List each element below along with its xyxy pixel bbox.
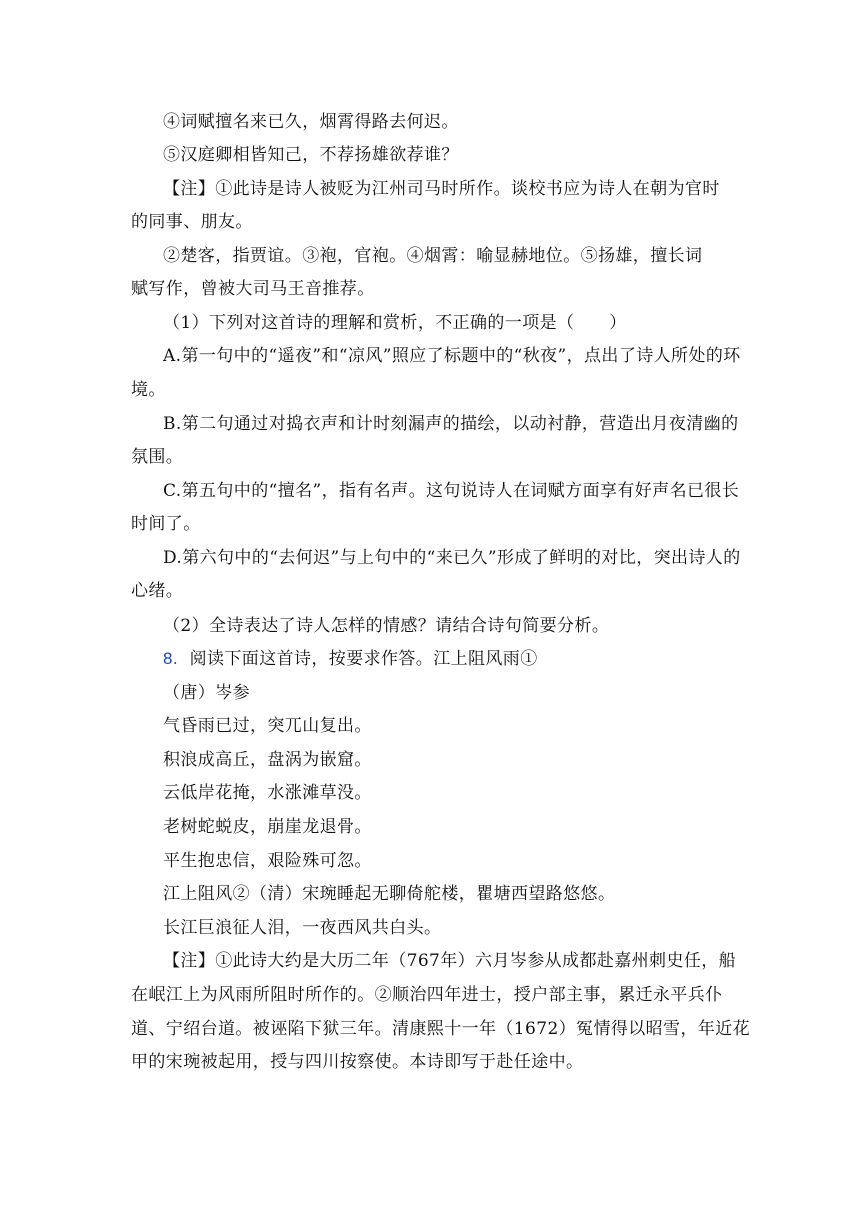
poem-2-line-7: 长江巨浪征人泪，一夜西风共白头。 [163,918,442,938]
question-1-stem: （1）下列对这首诗的理解和赏析，不正确的一项是（ ） [163,313,627,333]
poem-2-line-4: 老树蛇蜕皮，崩崖龙退骨。 [163,817,372,837]
poem-line-4: ④词赋擅名来已久，烟霄得路去何迟。 [163,112,459,132]
option-c-line-1: C.第五句中的“擅名”，指有名声。这句说诗人在词赋方面享有好声名已很长 [163,481,740,501]
note-2-line-2: 在岷江上为风雨所阻时所作的。②顺治四年进士，授户部主事，累迁永平兵仆 [131,985,723,1005]
note-1-line-1: 【注】①此诗是诗人被贬为江州司马时所作。谈校书应为诗人在朝为官时 [163,179,720,199]
poem-2-line-2: 积浪成高丘，盘涡为嵌窟。 [163,750,372,770]
option-d-line-1: D.第六句中的“去何迟”与上句中的“来已久”形成了鲜明的对比，突出诗人的 [163,548,741,568]
note-2-line-1: 【注】①此诗大约是大历二年（767年）六月岑参从成都赴嘉州刺史任，船 [163,951,737,971]
question-number: 8. [163,649,178,668]
note-2-line-4: 甲的宋琬被起用，授与四川按察使。本诗即写于赴任途中。 [131,1052,584,1072]
option-a-line-2: 境。 [131,380,166,400]
poem-2-line-3: 云低岸花掩，水涨滩草没。 [163,783,372,803]
option-d-line-2: 心绪。 [131,581,184,601]
note-2-line-3: 道、宁绍台道。被诬陷下狱三年。清康熙十一年（1672）冤情得以昭雪，年近花 [131,1019,751,1039]
poem-2-line-6: 江上阻风②（清）宋琬睡起无聊倚舵楼，瞿塘西望路悠悠。 [163,884,616,904]
note-1-line-2: 的同事、朋友。 [131,212,253,232]
note-1-line-4: 赋写作，曾被大司马王音推荐。 [131,279,375,299]
option-b-line-1: B.第二句通过对捣衣声和计时刻漏声的描绘，以动衬静，营造出月夜清幽的 [163,414,739,434]
option-c-line-2: 时间了。 [131,514,201,534]
option-b-line-2: 氛围。 [131,447,184,467]
poem-2-line-5: 平生抱忠信，艰险殊可忽。 [163,851,372,871]
question-8-heading [163,648,538,670]
option-a-line-1: A.第一句中的“遥夜”和“凉风”照应了标题中的“秋夜”，点出了诗人所处的环 [163,346,741,366]
question-8-prompt: 阅读下面这首诗，按要求作答。江上阻风雨① [189,649,538,669]
poem-author: （唐）岑参 [163,683,250,703]
question-2-stem: （2）全诗表达了诗人怎样的情感？请结合诗句简要分析。 [163,616,610,636]
note-1-line-3: ②楚客，指贾谊。③袍，官袍。④烟霄：喻显赫地位。⑤扬雄，擅长词 [163,246,703,266]
poem-2-line-1: 气昏雨已过，突兀山复出。 [163,716,372,736]
poem-line-5: ⑤汉庭卿相皆知己，不荐扬雄欲荐谁？ [163,145,459,165]
